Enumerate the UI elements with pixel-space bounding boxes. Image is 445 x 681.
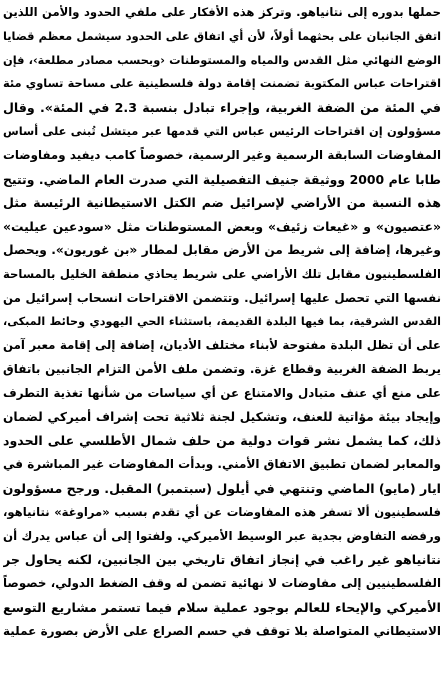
article-line: والمعابر لضمان تطبيق الاتفاق الأمني. وبدأت المفاوضات غير المباشرة في: [3, 457, 441, 472]
article-line: اقتراحات عباس المكتوبة تضمنت إقامة دولة فلسطينية على مساحة تساوي مئة: [3, 76, 441, 91]
article-line: «عتصيون» و «غيعات زئيف» وبعض المستوطنات مثل «سودعين عيليت»: [3, 219, 441, 235]
article-line: الاستيطاني المتواصلة بلا توقف في حسم الصراع على الأرض بصورة عملية: [3, 623, 441, 638]
article-line: على منع أي عنف متبادل والامتناع عن أي سياسات من شأنها تغذية التطرف: [3, 385, 441, 400]
article-line: ايار (مايو) الماضي وتنتهي في أيلول (سبتمبر) المقبل. ورجح مسؤولون: [3, 480, 441, 496]
article-line: وإيجاد بيئة مؤاتية للعنف، وتشكيل لجنة ثلاثية تحت إشراف أميركي لضمان: [3, 409, 441, 424]
article-line: الأميركي والإيحاء للعالم بوجود عملية سلام فيما تستمر مشاريع التوسع: [3, 599, 441, 615]
article-line: هذه النسبة من الأراضي لإسرائيل ضم الكتل الاستيطانية الرئيسة مثل: [3, 195, 441, 211]
article-line: الفلسطينيين إلى مفاوضات لا نهائية تضمن له وقف الضغط الدولي، خصوصاً: [3, 576, 441, 591]
article-line: مسؤولون إن اقتراحات الرئيس عباس التي قدمها عبر ميتشل تُبنى على أساس: [3, 123, 441, 138]
article-line: فلسطينيون ألا تسفر هذه المفاوضات عن أي تقدم بسبب «مراوغة» نتانياهو،: [3, 504, 441, 519]
article-line: حملها بدوره إلى نتانياهو. وتركز هذه الأفكار على ملفي الحدود والأمن اللذين: [3, 5, 441, 19]
article-line: نتانياهو غير راغب في إنجاز اتفاق تاريخي بين الجانبين، لكنه يحاول جر: [3, 552, 441, 568]
article-line: الوضع النهائي مثل القدس والمياه والمستوطنات ‹وبحسب مصادر مطلعة›، فإن: [3, 52, 441, 67]
article-line: يربط الضفة الغربية وقطاع غزة. وتضمن ملف الأمن التزام الجانبين باتفاق: [3, 361, 441, 376]
article-line: القدس الشرقية، بما فيها البلدة القديمة، باستثناء الحي اليهودي وحائط المبكى،: [3, 315, 441, 329]
article-line: ورفضه التفاوض بجدية عبر الوسيط الأميركي. ولفتوا إلى أن عباس يدرك أن: [3, 528, 441, 543]
article-line: على أن تظل البلدة مفتوحة لأبناء مختلف الأديان، إضافة إلى إقامة معبر آمن: [3, 338, 441, 353]
article-line: اتفق الجانبان على بحثهما أولاً، لأن أي اتفاق على الحدود سيشمل معظم قضايا: [3, 28, 441, 43]
article-line: المفاوضات السابقة الرسمية وغير الرسمية، خصوصاً كامب ديفيد ومفاوضات: [3, 147, 441, 162]
article-line: ذلك، كما يشمل نشر قوات دولية من حلف شمال الأطلسي على الحدود: [3, 433, 441, 449]
article-body: [3, 1, 441, 644]
article-line: طابا عام 2000 ووثيقة جنيف التفصيلية التي صدرت العام الماضي. وتتيح: [3, 171, 441, 187]
article-line: نفسها التي تحصل عليها إسرائيل. وتتضمن الاقتراحات انسحاب إسرائيل من: [3, 290, 441, 305]
article-line: الفلسطينيون مقابل تلك الأراضي على شريط يحاذي منطقة الخليل بالمساحة: [3, 266, 441, 281]
article-line: في المئة من الضفة الغربية، وإجراء تبادل بنسبة 2.3 في المئة». وقال: [3, 100, 441, 116]
article-line: وغيرها، إضافة إلى شريط من الأرض مقابل لمطار «بن غوريون». ويحصل: [3, 242, 441, 257]
